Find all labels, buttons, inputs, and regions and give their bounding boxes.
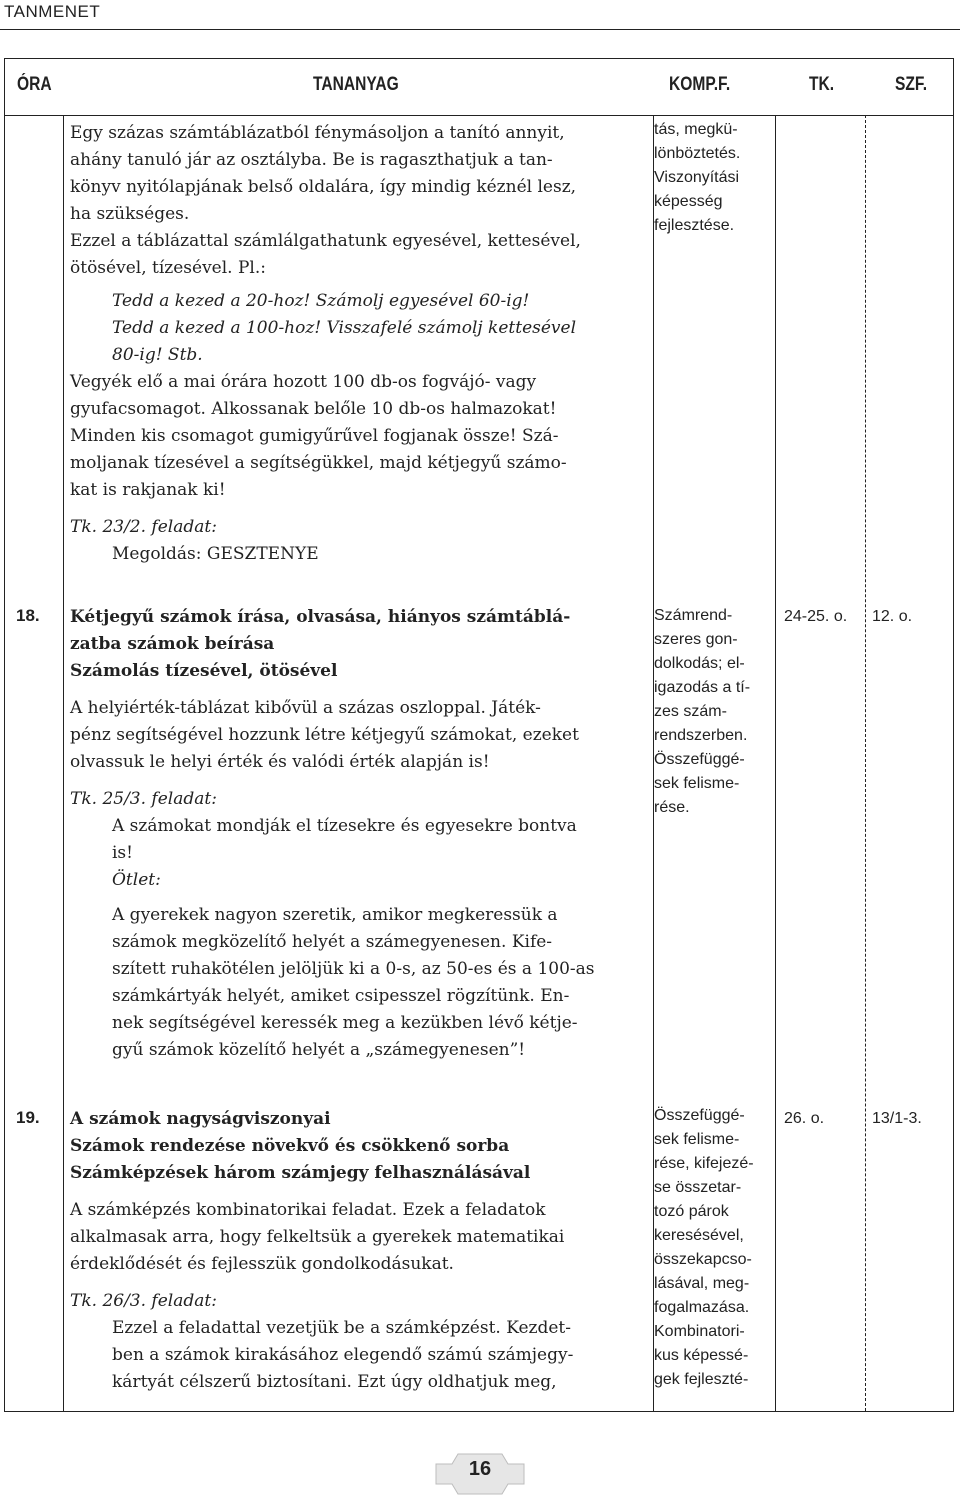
text-line: ahány tanuló jár az osztályba. Be is ragaszthatjuk a tan- xyxy=(70,150,553,170)
text-line: ben a számok kirakásához elegendő számú számjegy- xyxy=(112,1345,574,1365)
example-line: Tedd a kezed a 20-hoz! Számolj egyesével 60-ig! xyxy=(112,291,530,311)
competency-line: gek fejleszté- xyxy=(654,1371,749,1388)
competency-line: kus képessé- xyxy=(654,1347,749,1364)
text-line: A helyiérték-táblázat kibővül a százas oszloppal. Játék- xyxy=(70,698,541,718)
competency-line: összekapcso- xyxy=(654,1251,752,1268)
page-number xyxy=(432,1444,528,1496)
text-line: is! xyxy=(112,843,133,863)
text-line: Minden kis csomagot gumigyűrűvel fogjanak össze! Szá- xyxy=(70,426,559,446)
task-reference: Tk. 26/3. feladat: xyxy=(70,1291,217,1311)
text-line: gyű számok közelítő helyét a „számegyenesen”! xyxy=(112,1040,526,1060)
competency-cell xyxy=(654,604,769,820)
competency-line: Kombinatori- xyxy=(654,1323,745,1340)
text-line: számok megközelítő helyét a számegyenesen. Kife- xyxy=(112,932,553,952)
competency-line: Viszonyítási xyxy=(654,169,740,186)
competency-line: szeres gon- xyxy=(654,631,738,648)
textbook-pages: 26. o. xyxy=(784,1110,825,1127)
column-divider xyxy=(63,115,64,1411)
text-line: számkártyák helyét, amiket csipesszel rögzítünk. En- xyxy=(112,986,570,1006)
competency-line: tozó párok xyxy=(654,1203,729,1220)
text-line: ha szükséges. xyxy=(70,204,190,224)
textbook-pages: 24-25. o. xyxy=(784,608,848,625)
text-line: Egy százas számtáblázatból fénymásoljon a tanító annyit, xyxy=(70,123,565,143)
text-line: kat is rakjanak ki! xyxy=(70,480,226,500)
competency-line: képesség xyxy=(654,193,723,210)
text-line: szített ruhakötélen jelöljük ki a 0-s, az 50-es és a 100-as xyxy=(112,959,595,979)
text-line: alkalmasak arra, hogy felkeltsük a gyerekek matematikai xyxy=(70,1227,565,1247)
competency-line: rése, kifejezé- xyxy=(654,1155,754,1172)
competency-line: Számrend- xyxy=(654,607,733,624)
header-rule xyxy=(0,29,960,30)
header-komp: KOMP.F. xyxy=(669,74,731,95)
idea-label: Ötlet: xyxy=(112,870,161,890)
lesson-number: 18. xyxy=(16,606,40,625)
text-line: érdeklődését és fejlesszük gondolkodásukat. xyxy=(70,1254,454,1274)
text-line: Vegyék elő a mai órára hozott 100 db-os fogvájó- vagy xyxy=(70,372,537,392)
workbook-pages: 12. o. xyxy=(872,608,913,625)
text-line: kártyát célszerű biztosítani. Ezt úgy oldhatjuk meg, xyxy=(112,1372,557,1392)
lesson-heading: zatba számok beírása xyxy=(70,634,275,654)
example-line: Tedd a kezed a 100-hoz! Visszafelé számolj kettesével xyxy=(112,318,577,338)
column-divider xyxy=(775,115,776,1411)
example-line: 80-ig! Stb. xyxy=(112,345,203,365)
competency-line: fogalmazása. xyxy=(654,1299,750,1316)
competency-line: tás, megkü- xyxy=(654,121,738,138)
lesson-heading: Számképzések három számjegy felhasználásával xyxy=(70,1163,531,1183)
task-reference: Tk. 23/2. feladat: xyxy=(70,517,217,537)
competency-line: se összetar- xyxy=(654,1179,742,1196)
continued-content xyxy=(70,120,642,568)
competency-line: fejlesztése. xyxy=(654,217,735,234)
running-head: TANMENET xyxy=(4,2,101,21)
lesson-heading: Számok rendezése növekvő és csökkenő sorba xyxy=(70,1136,510,1156)
header-tananyag: TANANYAG xyxy=(313,74,399,95)
competency-line: rése. xyxy=(654,799,690,816)
text-line: nek segítségével keressék meg a kezükben lévő kétje- xyxy=(112,1013,578,1033)
competency-line: igazodás a tí- xyxy=(654,679,751,696)
lesson-number: 19. xyxy=(16,1108,40,1127)
text-line: pénz segítségével hozzunk létre kétjegyű számokat, ezeket xyxy=(70,725,579,745)
competency-line: Összefüggé- xyxy=(654,751,745,768)
table-header-row xyxy=(5,59,953,116)
competency-line: rendszerben. xyxy=(654,727,748,744)
competency-line: lásával, meg- xyxy=(654,1275,750,1292)
competency-line: dolkodás; el- xyxy=(654,655,745,672)
competency-line: lönböztetés. xyxy=(654,145,741,162)
competency-line: sek felisme- xyxy=(654,1131,740,1148)
lesson-heading: Számolás tízesével, ötösével xyxy=(70,661,338,681)
workbook-pages: 13/1-3. xyxy=(872,1110,922,1127)
solution-line: Megoldás: GESZTENYE xyxy=(112,544,319,564)
text-line: Ezzel a feladattal vezetjük be a számképzést. Kezdet- xyxy=(112,1318,572,1338)
header-szf: SZF. xyxy=(895,74,928,95)
text-line: A számokat mondják el tízesekre és egyesekre bontva xyxy=(112,816,577,836)
competency-cell xyxy=(654,1104,769,1392)
text-line: A számképzés kombinatorikai feladat. Ezek a feladatok xyxy=(70,1200,546,1220)
text-line: olvassuk le helyi érték és valódi érték alapján is! xyxy=(70,752,490,772)
task-reference: Tk. 25/3. feladat: xyxy=(70,789,217,809)
text-line: A gyerekek nagyon szeretik, amikor megkeressük a xyxy=(112,905,558,925)
text-line: moljanak tízesével a segítségükkel, majd kétjegyű számo- xyxy=(70,453,567,473)
column-divider-dashed xyxy=(865,115,866,1411)
text-line: könyv nyitólapjának belső oldalára, így mindig kéznél lesz, xyxy=(70,177,577,197)
competency-line: keresésével, xyxy=(654,1227,744,1244)
lesson-19-content xyxy=(70,1106,642,1396)
lesson-heading: Kétjegyű számok írása, olvasása, hiányos számtáblá- xyxy=(70,607,571,627)
text-line: gyufacsomagot. Alkossanak belőle 10 db-os halmazokat! xyxy=(70,399,557,419)
text-line: Ezzel a táblázattal számlálgathatunk egyesével, kettesével, xyxy=(70,231,581,251)
lesson-18-content xyxy=(70,604,642,1064)
competency-line: Összefüggé- xyxy=(654,1107,745,1124)
competency-cell xyxy=(654,118,769,238)
page-number-text: 16 xyxy=(468,1458,492,1480)
competency-line: zes szám- xyxy=(654,703,727,720)
text-line: ötösével, tízesével. Pl.: xyxy=(70,258,266,278)
header-tk: TK. xyxy=(809,74,835,95)
competency-line: sek felisme- xyxy=(654,775,740,792)
lesson-heading: A számok nagyságviszonyai xyxy=(70,1109,331,1129)
header-ora: ÓRA xyxy=(17,74,52,95)
